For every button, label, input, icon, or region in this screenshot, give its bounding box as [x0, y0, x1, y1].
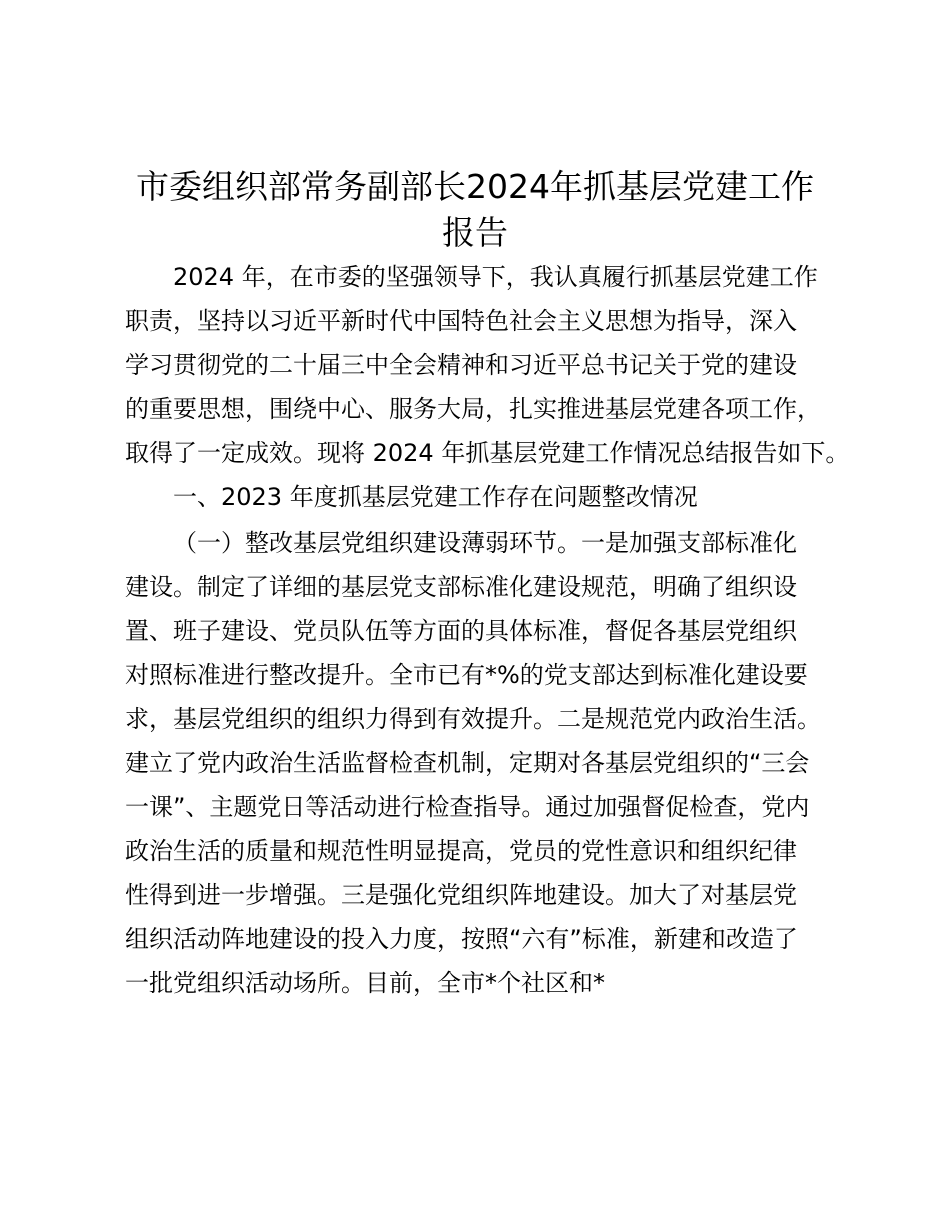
body-line: 职责，坚持以习近平新时代中国特色社会主义思想为指导，深入 — [125, 307, 797, 335]
body-line: 置、班子建设、党员队伍等方面的具体标准，督促各基层党组织 — [125, 617, 797, 645]
title-line-1: 市委组织部常务副部长2024年抓基层党建工作 — [136, 167, 814, 206]
document-title — [110, 164, 840, 256]
body-line: 组织活动阵地建设的投入力度，按照“六有”标准，新建和改造了 — [125, 925, 798, 953]
body-line: 建设。制定了详细的基层党支部标准化建设规范，明确了组织设 — [125, 573, 797, 601]
title-line-2: 报告 — [442, 213, 508, 252]
body-line: 学习贯彻党的二十届三中全会精神和习近平总书记关于党的建设 — [125, 351, 797, 379]
body-line: 对照标准进行整改提升。全市已有*%的党支部达到标准化建设要 — [125, 661, 808, 689]
body-line: 建立了党内政治生活监督检查机制，定期对各基层党组织的“三会 — [125, 749, 810, 777]
body-line: 一批党组织活动场所。目前，全市*个社区和* — [125, 969, 605, 997]
body-line: 2024 年，在市委的坚强领导下，我认真履行抓基层党建工作 — [173, 263, 818, 291]
body-line: 的重要思想，围绕中心、服务大局，扎实推进基层党建各项工作， — [125, 395, 821, 423]
body-line: 取得了一定成效。现将 2024 年抓基层党建工作情况总结报告如下。 — [125, 439, 850, 467]
body-line: 一课”、主题党日等活动进行检查指导。通过加强督促检查，党内 — [125, 793, 810, 821]
section-heading: 一、2023 年度抓基层党建工作存在问题整改情况 — [173, 483, 698, 511]
subsection-heading: （一）整改基层党组织建设薄弱环节。一是加强支部标准化 — [173, 529, 797, 557]
body-line: 政治生活的质量和规范性明显提高，党员的党性意识和组织纪律 — [125, 837, 797, 865]
body-line: 求，基层党组织的组织力得到有效提升。二是规范党内政治生活。 — [125, 705, 821, 733]
body-line: 性得到进一步增强。三是强化党组织阵地建设。加大了对基层党 — [125, 881, 797, 909]
